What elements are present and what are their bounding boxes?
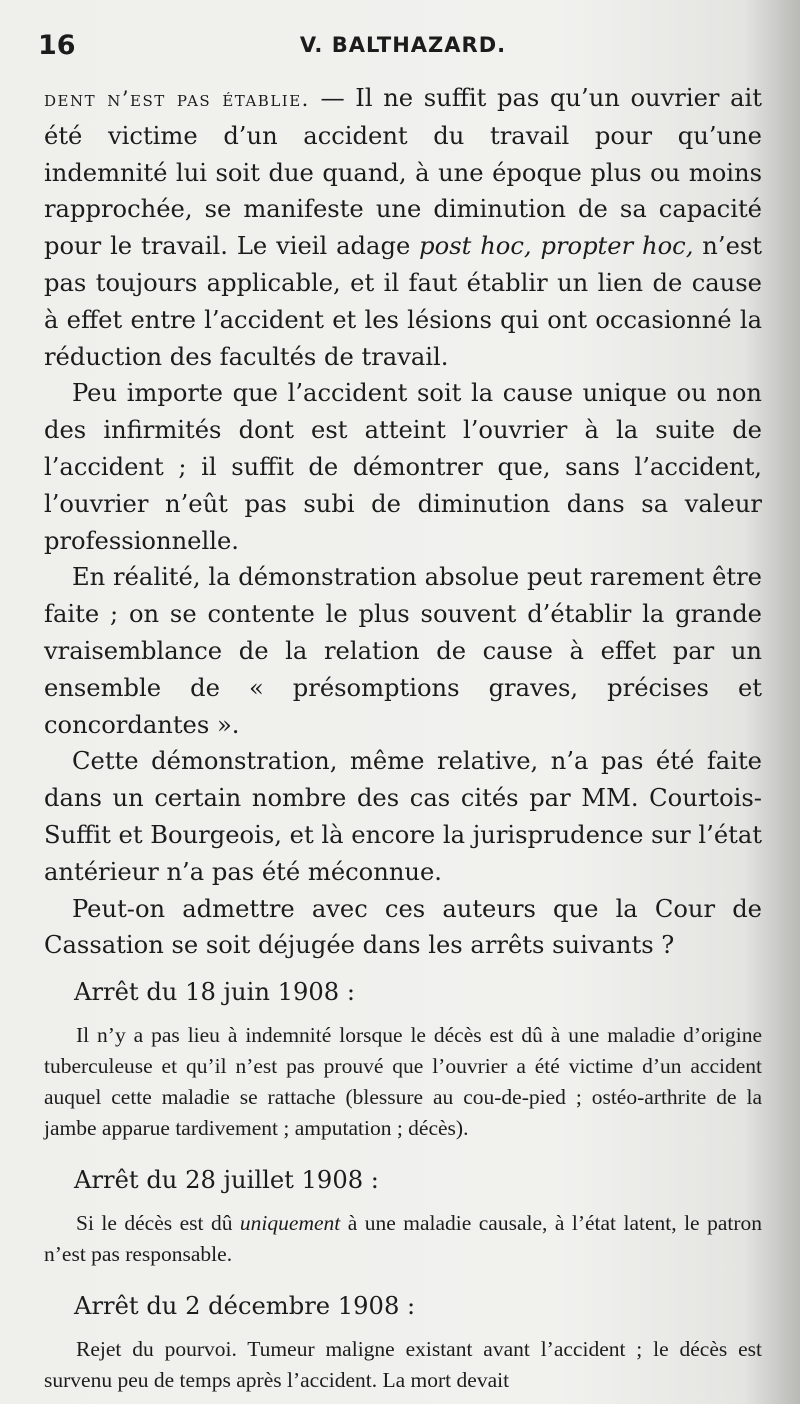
arret-text-3: Rejet du pourvoi. Tumeur maligne existant avant l’accident ; le décès est survenu peu de temps après l’accident. La mort devait [44, 1337, 762, 1393]
arret-text-2-start: Si le décès est dû [76, 1211, 240, 1236]
paragraph-1-text-end: n’est pas toujours applicable, et il faut établir un lien de cause à effet entre l’accident et les lésions qui ont occasionné la réduction des facultés de travail. [44, 232, 763, 371]
arret-text-2 [44, 1208, 762, 1270]
page-header [38, 30, 768, 66]
arret-text-1: Il n’y a pas lieu à indemnité lorsque le décès est dû à une maladie d’origine tuberculeuse et qu’il n’est pas prouvé que l’ouvrier a été victime d’un accident auquel cette maladie se rattache (blessure au cou-de-pied ; ostéo-arthrite de la jambe apparue tardivement ; amputation ; décès). [44, 1023, 762, 1141]
arret-title-2: Arrêt du 28 juillet 1908 : [74, 1166, 379, 1195]
running-head: V. BALTHAZARD. [299, 33, 507, 57]
arret-title-3: Arrêt du 2 décembre 1908 : [74, 1292, 416, 1321]
emphasis-uniquement: uniquement [239, 1211, 341, 1236]
paragraph-1 [44, 80, 762, 375]
paragraph-3: En réalité, la démonstration absolue peut rarement être faite ; on se contente le plus souvent d’établir la grande vraisemblance de la relation de cause à effet par un ensemble de « présomptions graves, précises et concordantes ». [44, 563, 762, 739]
latin-adage: post hoc, propter hoc, [419, 232, 694, 261]
paragraph-2: Peu importe que l’accident soit la cause unique ou non des infirmités dont est atteint l’ouvrier à la suite de l’accident ; il suffit de démontrer que, sans l’accident, l’ouvrier n’eût pas subi de diminution dans sa valeur professionnelle. [44, 379, 762, 555]
page-body [44, 80, 762, 1396]
arret-title-1: Arrêt du 18 juin 1908 : [74, 978, 356, 1007]
arret-text-2-end: à une maladie causale, à l’état latent, le patron n’est pas responsable. [44, 1211, 762, 1267]
section-heading: dent n’est pas établie. [44, 87, 310, 111]
paragraph-1-text: — Il ne suffit pas qu’un ouvrier ait été victime d’un accident du travail pour qu’une indemnité lui soit due quand, à une époque plus ou moins rapprochée, se manifeste une diminution de sa capacité pour le travail. Le vieil adage [44, 84, 762, 261]
paragraph-5: Peut-on admettre avec ces auteurs que la Cour de Cassation se soit déjugée dans les arrêts suivants ? [44, 894, 762, 960]
paragraph-4: Cette démonstration, même relative, n’a pas été faite dans un certain nombre des cas cités par MM. Courtois-Suffit et Bourgeois, et là encore la jurisprudence sur l’état antérieur n’a pas été méconnue. [44, 747, 762, 886]
page-number: 16 [38, 30, 76, 61]
